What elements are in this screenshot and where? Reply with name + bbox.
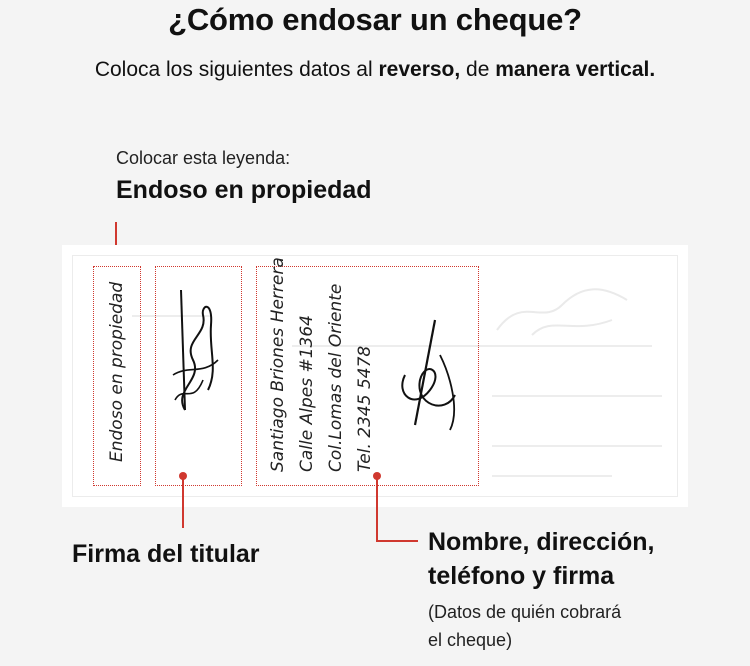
legend-vertical-text: Endoso en propiedad: [107, 281, 127, 462]
subtitle-bold-reverso: reverso,: [378, 58, 461, 81]
firma-connector-line: [182, 476, 184, 528]
holder-phone: Tel. 2345 5478: [355, 345, 375, 472]
subtitle-text-2: de: [460, 58, 496, 81]
subtitle-bold-vertical: manera vertical.: [495, 58, 656, 81]
legend-title: Endoso en propiedad: [116, 176, 372, 204]
nombre-label-line-2: teléfono y firma: [428, 562, 615, 590]
check-faint-line: [492, 445, 662, 447]
firma-titular-label: Firma del titular: [72, 540, 260, 568]
check-faint-line: [492, 395, 662, 397]
holder-signature-icon: [163, 280, 233, 430]
page-subtitle: [0, 58, 750, 82]
datos-note-line-1: (Datos de quién cobrará: [428, 602, 622, 622]
nombre-connector-hline: [376, 540, 418, 542]
holder-colony: Col.Lomas del Oriente: [326, 283, 346, 472]
holder-address: Calle Alpes #1364: [297, 315, 317, 472]
legend-intro: Colocar esta leyenda:: [116, 148, 291, 168]
page-title: ¿Cómo endosar un cheque?: [168, 2, 582, 37]
check-faint-stamp: [492, 275, 632, 345]
check-faint-line: [492, 475, 612, 477]
nombre-label: [428, 525, 728, 593]
datos-note: [428, 598, 728, 654]
nombre-connector-line: [376, 476, 378, 542]
nombre-label-line-1: Nombre, dirección,: [428, 528, 655, 556]
payee-signature-icon: [390, 315, 470, 435]
holder-name: Santiago Briones Herrera: [268, 257, 288, 472]
subtitle-text-1: Coloca los siguientes datos al: [94, 58, 379, 81]
datos-note-line-2: el cheque): [428, 630, 513, 650]
